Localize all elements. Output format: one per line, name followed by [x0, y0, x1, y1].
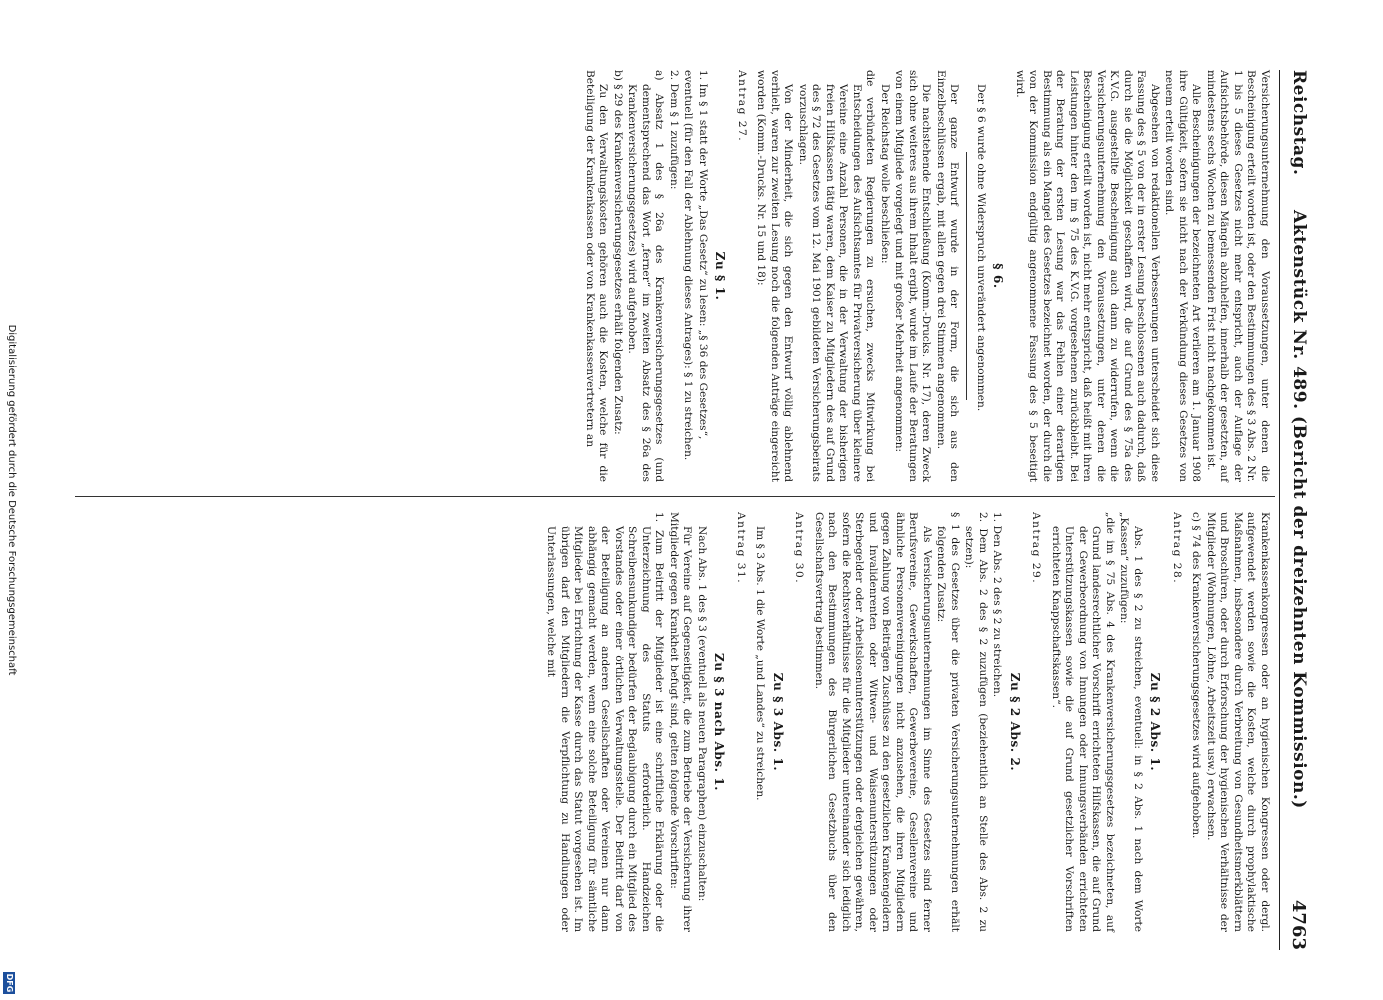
dfg-logo: DFG	[5, 973, 14, 993]
paragraph: Der ganze Entwurf wurde in der Form, die sich aus den Einzelbeschlüssen ergab, mit allen gegen drei Stimmen angenommen.	[935, 70, 961, 482]
paragraph: Im § 3 Abs. 1 die Worte „und Landes“ zu streichen.	[754, 526, 767, 801]
section-heading: Zu § 2 Abs. 2.	[1008, 672, 1022, 772]
paragraph: Abs. 1 des § 2 zu streichen, eventuell: in § 2 Abs. 1 nach dem Worte „Kassen“ zuzufügen:	[1118, 512, 1144, 932]
paragraph: Krankenkassenkongressen oder an hygienischen Kongressen oder dergl. aufgewendet werden sowie die Kosten, welche durch prophylaktische Maßnahmen, insbesondere durch Verbreitung von Gesundheitsmerkblättern und Broschüren, oder durch Erforschung der hygienischen Verhältnisse der Mitglieder (Wohnungen, Löhne, Arbeitszeit usw.) erwachsen.	[1205, 512, 1271, 932]
motion-label: Antrag 27.	[736, 70, 748, 143]
paragraph: Der Reichstag wolle beschließen:	[879, 84, 891, 264]
footer-text: Digitalisierung gefördert durch die Deutsche Forschungsgemeinschaft	[6, 324, 17, 676]
paragraph: Abgesehen von redaktionellen Verbesserungen unterscheidet sich diese Fassung des § 5 von der in erster Lesung beschlossenen auch dadurch, daß durch sie die Möglichkeit geschaffen wird, die auf Grund des § 75a des K.V.G. ausgestellte Bescheinigung auch dann zu widerrufen, wenn die Versicherungsunternehmung den Voraussetzungen, unter denen die Bescheinigung erteilt worden ist, nicht mehr entspricht, daß heißt mit ihren Leistungen hinter den im § 75 des K.V.G. vorgesehenen zurückbleibt. Bei der Beratung der ersten Lesung war das Fehlen einer derartigen Bestimmung als ein Mangel des Gesetzes bezeichnet worden, der durch die von der Kommission endgültig angenommene Fassung des § 5 beseitigt wird.	[1014, 70, 1161, 482]
paragraph: Zu den Verwaltungskosten gehören auch die Kosten, welche für die Beteiligung der Krankenkassen oder von Krankenkassenvertretern an	[584, 70, 610, 482]
header-document-title: Aktenstück Nr. 489. (Bericht der dreizehnten Kommission.)	[1289, 210, 1309, 809]
header-rule	[1279, 70, 1280, 950]
list-item: 1. Im § 1 statt der Worte „Das Gesetz“ zu lesen: „§ 36 des Gesetzes“,	[697, 70, 709, 440]
section-heading: § 6.	[991, 263, 1006, 289]
indented-paragraph: a) Absatz 1 des § 26a des Krankenversicherungsgesetzes (und dementsprechend das Wort „ferner“ im zweiten Absatz des § 26a des Krankenversicherungsgesetzes) wird aufgehoben.	[626, 70, 666, 482]
header-reichstag: Reichstag.	[1289, 70, 1309, 176]
list-item: 1. Zum Beitritt der Mitglieder ist eine schriftliche Erklärung oder die Unterzeichnung des Statuts erforderlich. Handzeichen Schreibensunkundiger bedürfen der Beglaubigung durch ein Mitglied des Vorstandes oder einer örtlichen Verwaltungsstelle. Der Beitritt darf von der Beteiligung an anderen Gesellschaften oder Vereinen nur dann abhängig gemacht werden, wenn eine solche Beteiligung für sämtliche Mitglieder bei Errichtung der Kasse durch das Statut vorgesehen ist. Im übrigen darf den Mitgliedern die Verpflichtung zu Handlungen oder Unterlassungen, welche mit	[545, 512, 666, 932]
list-item: 2. Dem § 1 zuzufügen:	[668, 70, 680, 190]
paragraph: Von der Minderheit, die sich gegen den Entwurf völlig ablehnend verhielt, waren zur zweiten Lesung noch die folgenden Anträge eingereicht worden (Komm.-Drucks. Nr. 15 und 18):	[755, 70, 795, 482]
paragraph: Versicherungsunternehmung den Voraussetzungen, unter denen die Bescheinigung erteilt worden ist, oder den Bestimmungen des § 3 Abs. 2 Nr. 1 bis 5 dieses Gesetzes nicht mehr entspricht, auch der Auflage der Aufsichtsbehörde, diesen Mängeln abzuhelfen, innerhalb der gesetzten, auf mindestens sechs Wochen zu bemessenden Frist nicht nachgekommen ist.	[1205, 70, 1271, 482]
motion-label: Antrag 29.	[1030, 512, 1043, 585]
motion-label: Antrag 28.	[1171, 512, 1183, 585]
paragraph: Für Vereine auf Gegenseitigkeit, die zum Betriebe der Versicherung ihrer Mitglieder gegen Krankheit befugt sind, gelten folgende Vorschriften:	[668, 512, 694, 932]
indented-paragraph: eventuell (für den Fall der Ablehnung dieses Antrages): § 1 zu streichen.	[682, 70, 695, 461]
left-column	[582, 70, 1272, 482]
list-item: 1. Den Abs. 2 des § 2 zu streichen.	[991, 512, 1004, 698]
paragraph: Nach Abs. 1 des § 3 (eventuell als neuen Paragraphen) einzuschalten:	[696, 526, 708, 902]
indented-paragraph: „die im § 75 Abs. 4 des Krankenversicherungsgesetzes bezeichneten, auf Grund landesrechtlicher Vorschrift errichteten Hilfskassen, die auf Grund der Gewerbeordnung von Innungen oder Innungsverbänden errichteten Unterstützungskassen sowie die auf Grund gesetzlicher Vorschriften errichteten Knappschaftskassen“.	[1050, 512, 1116, 932]
page-number: 4763	[1288, 899, 1309, 950]
motion-label: Antrag 31.	[735, 512, 747, 585]
section-heading: Zu § 2 Abs. 1.	[1148, 672, 1163, 772]
page-header	[1281, 70, 1315, 950]
section-heading: Zu § 3 nach Abs. 1.	[712, 652, 727, 792]
section-heading: Zu § 1.	[713, 251, 728, 301]
column-divider	[75, 496, 1275, 497]
list-item: 2. Dem Abs. 2 des § 2 zuzufügen (beziehentlich an Stelle des Abs. 2 zu setzen):	[963, 512, 989, 932]
motion-label: Antrag 30.	[793, 512, 806, 585]
indented-paragraph: c) § 74 des Krankenversicherungsgesetzes wird aufgehoben.	[1190, 512, 1203, 839]
paragraph: Der § 6 wurde ohne Widerspruch unverändert angenommen.	[975, 84, 987, 412]
paragraph: Die nachstehende Entschließung (Komm.-Drucks. Nr. 17), deren Zweck sich ohne weiteres aus ihrem Inhalt ergibt, wurde im Laufe der Beratungen von einem Mitgliede vorgelegt und mit großer Mehrheit angenommen:	[893, 70, 933, 482]
section-rule	[967, 152, 968, 399]
indented-paragraph: § 1 des Gesetzes über die privaten Versicherungsunternehmungen erhält folgenden Zusatz:	[935, 512, 961, 932]
section-heading: Zu § 3 Abs. 1.	[771, 672, 785, 772]
indented-paragraph: b) § 29 des Krankenversicherungsgesetzes erhält folgenden Zusatz:	[612, 70, 624, 435]
paragraph: Alle Bescheinigungen der bezeichneten Art verlieren am 1. Januar 1908 ihre Gültigkeit, sofern sie nicht nach der Verkündung dieses Gesetzes von neuem erteilt worden sind.	[1163, 70, 1203, 482]
right-column	[543, 512, 1271, 932]
footer-credit	[6, 0, 17, 1000]
paragraph: Als Versicherungsunternehmungen im Sinne des Gesetzes sind ferner Berufsvereine, Gewerkschaften, Gewerbevereine, Gesellenvereine und ähnliche Personenvereinigungen nicht anzusehen, die ihren Mitgliedern gegen Zahlung von Beiträgen Zuschüsse zu den gesetzlichen Krankengeldern und Invalidenrenten oder Witwen- und Waisenunterstützungen oder Sterbegelder oder Arbeitslosenunterstützungen oder dergleichen gewähren, sofern die Rechtsverhältnisse für die Mitglieder untereinander sich lediglich nach den Bestimmungen des Bürgerlichen Gesetzbuchs über den Gesellschaftsvertrag bestimmen.	[813, 512, 933, 932]
indented-paragraph: die verbündeten Regierungen zu ersuchen, zwecks Mitwirkung bei Entscheidungen des Aufsichtsamtes für Privatversicherung über kleinere Vereine eine Anzahl Personen, die in der Verwaltung der bisherigen freien Hilfskassen tätig waren, dem Kaiser zu Mitgliedern des auf Grund des § 72 des Gesetzes vom 12. Mai 1901 gebildeten Versicherungsbeirats vorzuschlagen.	[797, 70, 877, 482]
